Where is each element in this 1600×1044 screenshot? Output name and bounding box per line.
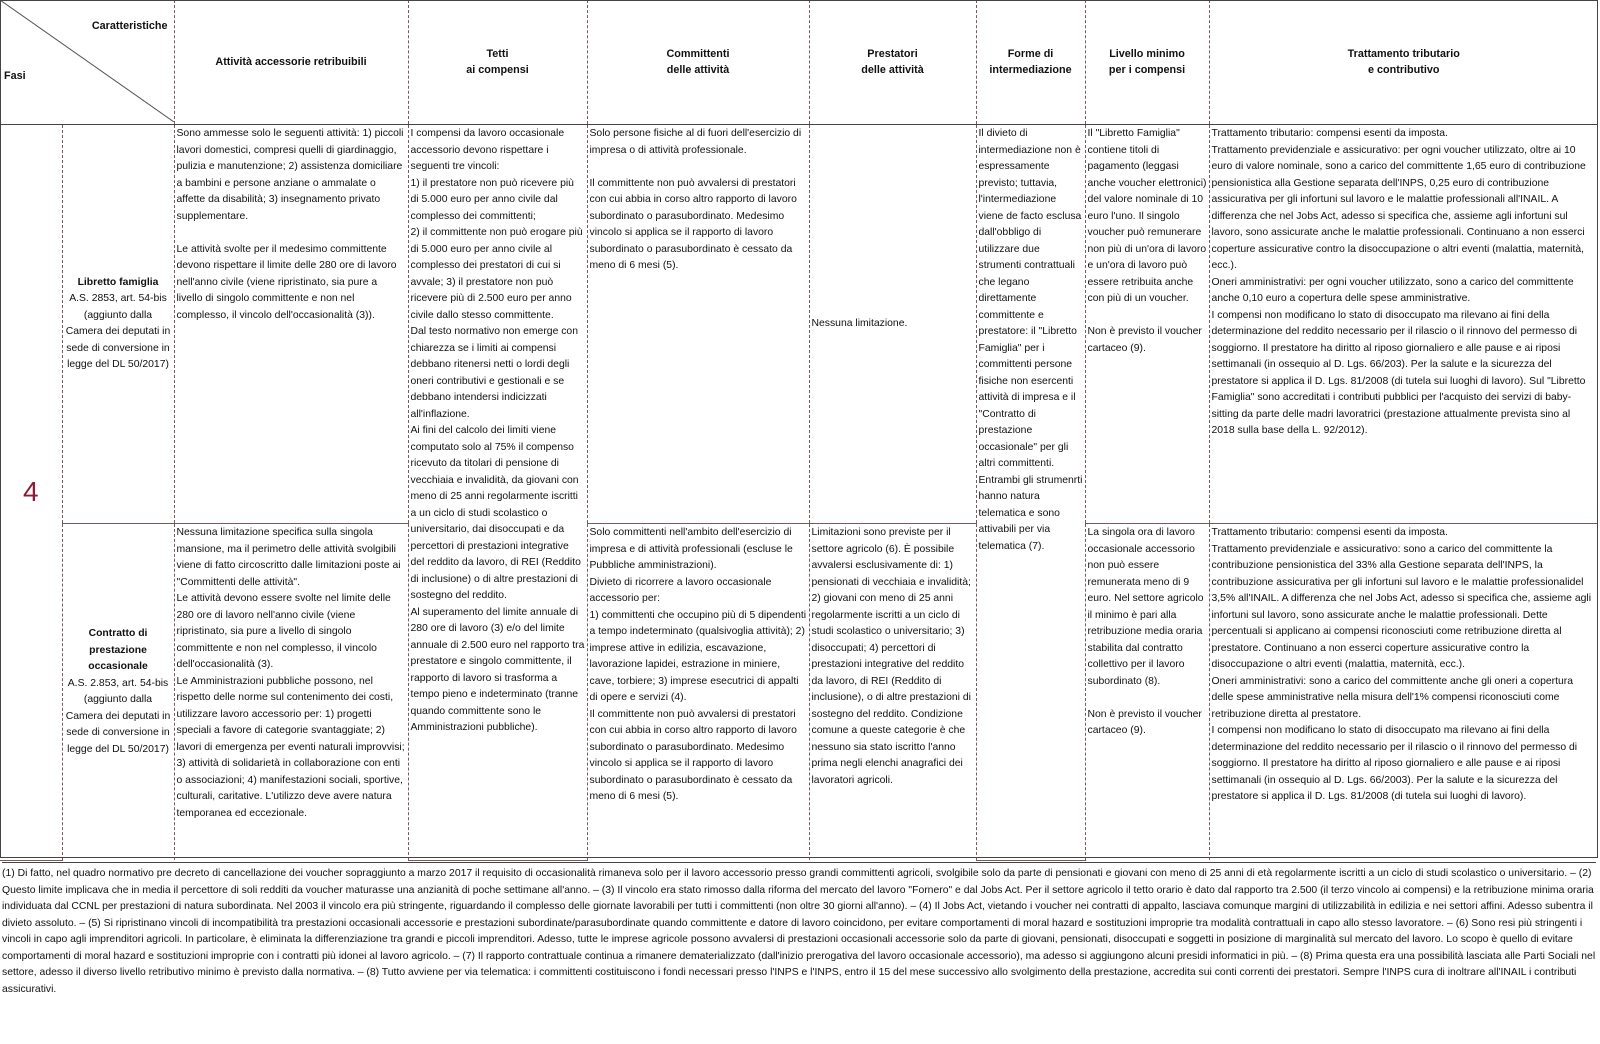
col-header-livello: Livello minimo per i compensi (1085, 0, 1209, 125)
col-header-forme: Forme di intermediazione (976, 0, 1085, 125)
cell-text: Il "Libretto Famiglia" contiene titoli di pagamento (leggasi anche voucher elettronici) del valore nominale di 10 euro l'uno. Il singolo voucher può remunerare non più di un'ora di lavoro e un'ora di lavoro può essere retribuita anche con più di un voucher. Non è previsto il voucher cartaceo (9). (1087, 128, 1207, 354)
cell-text: Limitazioni sono previste per il settore agricolo (6). È possibile avvalersi esclusivamente di: 1) pensionati di vecchiaia e invalidità; 2) giovani con meno di 25 anni regolarmente iscritti a un ciclo di studi scolastico o universitario; 3) disoccupati; 4) percettori di prestazioni integrative del reddito da lavoro, di REI (Reddito di inclusione), o di altre prestazioni di sostegno del reddito. Condizione comune a queste categorie è che nessuno sia stato iscritto l'anno prima negli elenchi anagrafici dei lavoratori agricoli. (811, 527, 971, 786)
col-header-prestatori: Prestatori delle attività (809, 0, 976, 125)
corner-bottom-label: Fasi (4, 70, 26, 82)
cell-text: La singola ora di lavoro occasionale accessorio non può essere remunerata meno di 9 euro. Nel settore agricolo il minimo è pari alla retribuzione media oraria stabilita dal contratto collettivo per il lavoro subordinato (8). Non è previsto il voucher cartaceo (9). (1087, 527, 1204, 736)
cell-text: Il divieto di intermediazione non è espressamente previsto; tuttavia, l'intermediazione viene de facto esclusa dall'obbligo di utilizzare due strumenti contrattuali che legano direttamente committente e prestatore: il "Libretto Famiglia" per i committenti persone fisiche non esercenti attività di impresa e il "Contratto di prestazione occasionale" per gli altri committenti. Entrambi gli strumenrti hanno natura telematica e sono attivabili per via telematica (7). (978, 128, 1083, 552)
cell-committenti (587, 524, 809, 861)
row-title: Contratto di prestazione occasionale (88, 628, 148, 672)
cell-livello (1085, 125, 1209, 524)
corner-header (0, 0, 174, 125)
row-title: Libretto famiglia (77, 276, 159, 288)
cell-tetti (408, 125, 587, 861)
cell-attivita (174, 125, 408, 524)
cell-livello (1085, 524, 1209, 861)
footnotes: (1) Di fatto, nel quadro normativo pre decreto di cancellazione dei voucher sopraggiunto a marzo 2017 il requisito di occasionalità rimaneva solo per il lavoro accessorio presso grandi committenti agricoli, svolgibile solo da parte di pensionati e giovani con meno di 25 anni di età regolarmente iscritti a un ciclo di studi scolastico o universitario. – (2) Questo limite implicava che in media il percettore di soli redditi da voucher maturasse una anzianità di poche settimane all'anno. – (3) Il vincolo era stato rimosso dalla riforma del mercato del lavoro "Fornero" e dal Jobs Act. Per il settore agricolo il tetto orario è dato dal rapporto tra 2.500 (il terzo vincolo ai compensi) e la retribuzione minima oraria individuata dal CCNL per prestazioni di natura subordinata. Nel 2003 il vincolo era più stringente, riguardando il complesso delle giornate lavorabili per tutti i committenti (non oltre 30 giorni all'anno). – (4) Il Jobs Act, vietando i voucher nei contratti di appalto, lasciava comunque margini di utilizzabilità in edilizia e nei settori affini. Adesso subentra il divieto assoluto. – (5) Si ripristinano vincoli di incompatibilità tra prestazioni occasionali accessorie e prestazioni subordinate/parasubordinate quando committente e datore di lavoro coincidono, per evitare comportamenti di moral hazard e sostituzioni improprie tra modalità contrattuali in capo allo stesso lavoratore. – (6) Sono resi più stringenti i vincoli in capo agli imprenditori agricoli. In particolare, è eliminata la differenziazione tra grandi e piccoli imprenditori. Adesso, tutte le imprese agricole possono avvalersi di prestazioni occasionali accessorie solo da parte di giovani, pensionati, disoccupati e soggetti in posizione di marginalità sul mercato del lavoro. Lo scopo è quello di evitare comportamenti di moral hazard e sostituzioni improprie con i contratti più idonei al lavoro agricolo. – (7) Il rapporto contrattuale continua a rimanere dematerializzato (dall'inizio prerogativa del lavoro occasionale accessorio), ma adesso si aggiungono alcuni presidi informatici in più. – (8) Prima questa era una possibilità lasciata alle Parti Sociali nel settore, adesso il diverso livello retributivo minimo è previsto dalla normativa. – (8) Tutto avviene per via telematica: i committenti costituiscono i fondi necessari presso l'INPS e l'INPS, entro il 15 del mese successivo allo svolgimento della prestazione, accredita sui conti correnti dei prestatori. Sempre l'INPS cura di inoltrare all'INAIL i contributi assicurativi. (2, 862, 1596, 998)
cell-forme (976, 125, 1085, 861)
cell-text: Trattamento tributario: compensi esenti da imposta. Trattamento previdenziale e assicurativo: per ogni voucher utilizzato, oltre ai 10 euro di valore nominale, sono a carico del committente 1,65 euro di contribuzione pensionistica alla Gestione separata dell'INPS, 0,25 euro di contribuzione assicurativa per gli infortuni sul lavoro e le malattie professionali all'INAIL. A differenza che nel Jobs Act, adesso si specifica che, assieme agli infortuni sul lavoro, sono assicurate anche le malattie professionali. Continuano a non esserci coperture assicurative contro la disoccupazione o altri eventi (malattia, maternità, ecc.). Oneri amministrativi: per ogni voucher utilizzato, sono a carico del committente anche 0,10 euro a copertura delle spese amministrative. I compensi non modificano lo stato di disoccupato ma rilevano ai fini della determinazione del reddito necessario per il rilascio o il rinnovo del permesso di soggiorno. Il prestatore ha diritto al riposo giornaliero e alle pause e ai riposi settimanali (in ossequio al D. Lgs. 66/203). Per la salute e la sicurezza del prestatore si applica il D. Lgs. 81/2008 (di tutela sui luoghi di lavoro). Sul "Libretto Famiglia" sono accreditati i contributi pubblici per l'acquisto dei servizi di baby-sitting da parte delle madri lavoratrici (prestazione attualmente prevista sino al 2018 sulla base della L. 92/2012). (1211, 128, 1586, 436)
header-row (0, 0, 1598, 125)
corner-top-label: Caratteristiche (91, 20, 168, 32)
cell-committenti (587, 125, 809, 524)
row-label-libretto (62, 125, 174, 524)
cell-trattamento (1209, 125, 1598, 524)
phase-number: 4 (0, 125, 62, 861)
col-header-tetti: Tetti ai compensi (408, 0, 587, 125)
cell-text: Solo persone fisiche al di fuori dell'esercizio di impresa o di attività professionale. Il committente non può avvalersi di prestatori con cui abbia in corso altro rapporto di lavoro subordinato o parasubordinato. Medesimo vincolo si applica se il rapporto di lavoro subordinato o parasubordinato è cessato da meno di 6 mesi (5). (589, 128, 802, 271)
row-source: A.S. 2853, art. 54-bis (aggiunto dalla Camera dei deputati in sede di conversione in legge del DL 50/2017) (65, 293, 171, 370)
cell-text: Trattamento tributario: compensi esenti da imposta. Trattamento previdenziale e assicurativo: sono a carico del committente la contribuzione pensionistica del 33% alla Gestione separata dell'INPS, la contribuzione assicurativa per gli infortuni sul lavoro e le malattie professionalidel 3,5% all'INAIL. A differenza che nel Jobs Act, adesso si specifica che, assieme agli infortuni sul lavoro, sono assicurate anche le malattie professionali. Dette percentuali si applicano ai compensi riconosciuti come retribuzione diretta al prestatore. Continuano a non esserci coperture assicurative contro la disoccupazione o altri eventi (malattia, maternità, ecc.). Oneri amministrativi: sono a carico del committente anche gli oneri a copertura delle spese amministrative nella misura dell'1% compensi riconosciuti come retribuzione diretta al prestatore. I compensi non modificano lo stato di disoccupato ma rilevano ai fini della determinazione del reddito necessario per il rilascio o il rinnovo del permesso di soggiorno. Il prestatore ha diritto al riposo giornaliero e alle pause e ai riposi settimanali (in ossequio al D. Lgs. 66/2003). Per la salute e la sicurezza del prestatore si applica il D. Lgs. 81/2008 (di tutela sui luoghi di lavoro). (1211, 527, 1592, 802)
table-row (0, 125, 1598, 524)
cell-prestatori (809, 125, 976, 524)
cell-text: I compensi da lavoro occasionale accessorio devono rispettare i seguenti tre vincoli: 1) il prestatore non può ricevere più di 5.000 euro per anno civile dal complesso dei committenti; 2) il committente non può erogare più di 5.000 euro per anno civile al complesso dei prestatori di cui si avvale; 3) il prestatore non può ricevere più di 2.500 euro per anno civile dallo stesso committente. Dal testo normativo non emerge con chiarezza se i limiti ai compensi debbano ritenersi netti o lordi degli oneri contributivi e gestionali e se debbano intendersi indicizzati all'inflazione. Ai fini del calcolo dei limiti viene computato solo al 75% il compenso ricevuto da titolari di pensione di vecchiaia e invalidità, da giovani con meno di 25 anni regolarmente iscritti a un ciclo di studi scolastico o universitario, dai disoccupati e da percettori di prestazioni integrative del reddito da lavoro, di REI (Reddito di inclusione) o di altre prestazioni di sostegno del reddito. Al superamento del limite annuale di 280 ore di lavoro (3) e/o del limite annuale di 2.500 euro nel rapporto tra prestatore e singolo committente, il rapporto di lavoro si trasforma a tempo pieno e indeterminato (tranne quando committente sono le Amministrazioni pubbliche). (410, 128, 585, 733)
col-header-attivita: Attività accessorie retribuibili (174, 0, 408, 125)
cell-text: Solo committenti nell'ambito dell'esercizio di impresa e di attività professionali (escluse le Pubbliche amministrazioni). Divieto di ricorrere a lavoro occasionale accessorio per: 1) committenti che occupino più di 5 dipendenti a tempo indeterminato (qualsivoglia attività); 2) imprese attive in edilizia, escavazione, lavorazione lapidei, estrazione in miniere, cave, torbiere; 3) imprese esecutrici di appalti di opere e servizi (4). Il committente non può avvalersi di prestatori con cui abbia in corso altro rapporto di lavoro subordinato o parasubordinato. Medesimo vincolo si applica se il rapporto di lavoro subordinato o parasubordinato è cessato da meno di 6 mesi (5). (589, 527, 807, 802)
cell-text: Nessuna limitazione. (811, 317, 908, 329)
col-header-trattamento: Trattamento tributario e contributivo (1209, 0, 1598, 125)
row-source: A.S. 2.853, art. 54-bis (aggiunto dalla Camera dei deputati in sede di conversione in legge del DL 50/2017) (65, 677, 171, 755)
table-row (0, 524, 1598, 861)
cell-text: Nessuna limitazione specifica sulla singola mansione, ma il perimetro delle attività svolgibili viene di fatto circoscritto dalle limitazioni poste ai "Committenti delle attività". Le attività devono essere svolte nel limite delle 280 ore di lavoro nell'anno civile (viene ripristinato, sia pure a livello di singolo committente e non nel complesso, il vincolo dell'occasionalità (3). Le Amministrazioni pubbliche possono, nel rispetto delle norme sul contenimento dei costi, utilizzare lavoro accessorio per: 1) progetti speciali a favore di categorie svantaggiate; 2) lavori di emergenza per eventi naturali improvvisi; 3) attività di solidarietà in collaborazione con enti o associazioni; 4) manifestazioni sociali, sportive, culturali, caritative. L'utilizzo deve avere natura temporanea ed eccezionale. (176, 527, 405, 819)
row-label-contratto (62, 524, 174, 861)
col-header-committenti: Committenti delle attività (587, 0, 809, 125)
cell-prestatori (809, 524, 976, 861)
cell-trattamento (1209, 524, 1598, 861)
cell-attivita (174, 524, 408, 861)
cell-text: Sono ammesse solo le seguenti attività: 1) piccoli lavori domestici, compresi quelli di giardinaggio, pulizia e manutenzione; 2) assistenza domiciliare a bambini e persone anziane o ammalate o affette da disabilità; 3) insegnamento privato supplementare. Le attività svolte per il medesimo committente devono rispettare il limite delle 280 ore di lavoro nell'anno civile (viene ripristinato, sia pure a livello di singolo committente e non nel complesso, il vincolo dell'occasionalità (3)). (176, 128, 404, 321)
